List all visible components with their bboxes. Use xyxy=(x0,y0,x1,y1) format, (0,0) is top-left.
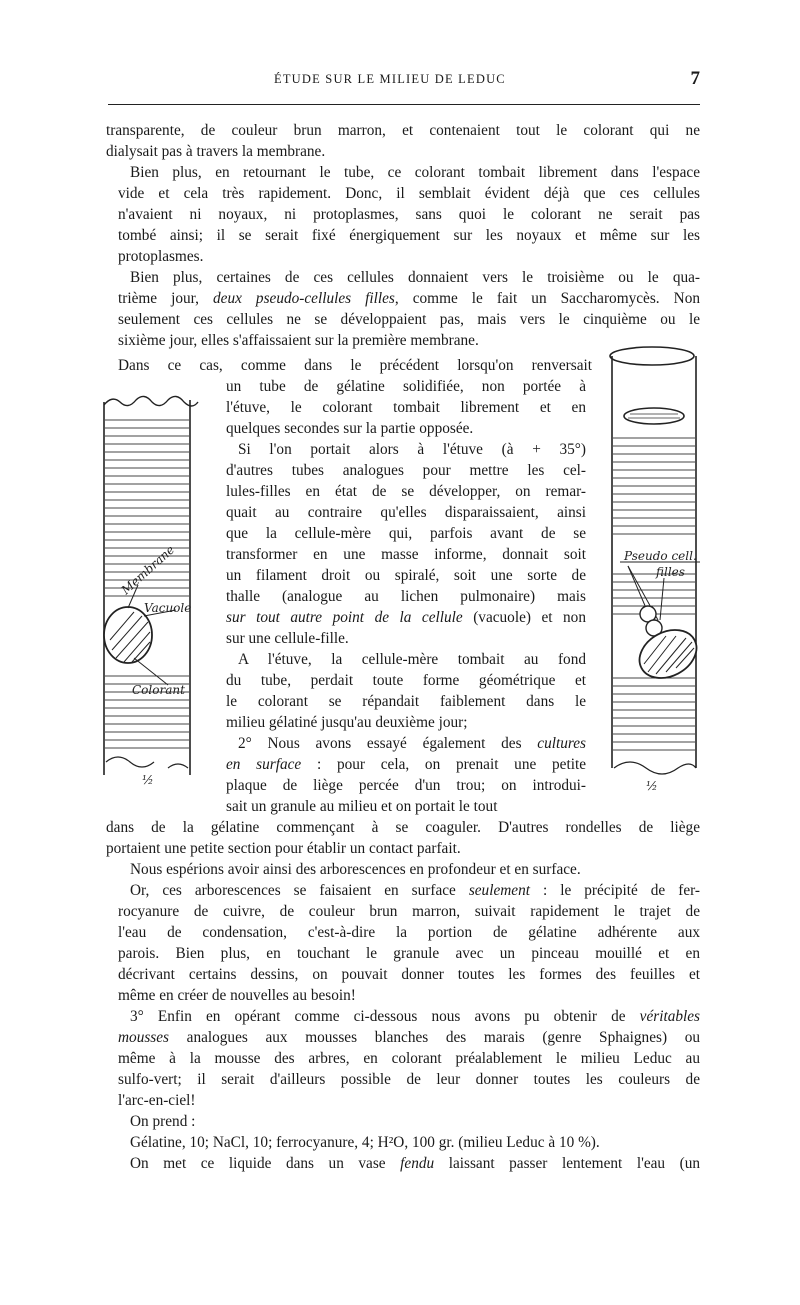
side-paragraph-first-line xyxy=(106,355,592,376)
text-line: l'eau de condensation, c'est-à-dire la portion de gélatine adhérente aux xyxy=(118,924,700,941)
italic-run: seulement xyxy=(468,882,530,899)
text-line: quait au contraire qu'elles disparaissaient, ainsi xyxy=(226,504,586,521)
text-line xyxy=(106,880,700,901)
text-run: trième jour, xyxy=(118,290,214,307)
text-line: d'autres tubes analogues pour mettre les cel- xyxy=(226,462,586,479)
paragraph xyxy=(106,1111,700,1132)
text-line: même à la mousse des arbres, en colorant préalablement le milieu Leduc au xyxy=(118,1050,700,1067)
text-line: sait un granule au milieu et on portait le tout xyxy=(226,798,498,815)
text-line: décrivant certains dessins, on pouvait donner toutes les formes des feuilles et xyxy=(118,966,700,983)
italic-run: mousses xyxy=(118,1029,169,1046)
text-line: vide et cela très rapidement. Donc, il semblait évident déjà que ces cellules xyxy=(118,185,700,202)
label-vacuole: Vacuole xyxy=(144,601,192,615)
top-text-block xyxy=(106,120,700,351)
text-run: Or, ces arborescences se faisaient en surface xyxy=(130,882,469,899)
text-run: , comme le fait un Saccharomycès. Non xyxy=(394,290,700,307)
text-line: un filament droit ou spiralé, soit une sorte de xyxy=(226,567,586,584)
text-run: 3° Enfin en opérant comme ci-dessous nous avons pu obtenir de xyxy=(130,1008,640,1025)
text-line: même en créer de nouvelles au besoin! xyxy=(118,987,356,1004)
text-line xyxy=(106,1027,700,1048)
italic-run: véritables xyxy=(639,1008,700,1025)
italic-run: sur tout autre point de la cellule xyxy=(226,609,463,626)
narrow-text-block xyxy=(226,376,586,817)
italic-run: en surface xyxy=(226,756,302,773)
text-line: portaient une petite section pour établir un contact parfait. xyxy=(106,840,461,857)
text-run: : le précipité de fer- xyxy=(529,882,700,899)
text-line: du tube, perdait toute forme géométrique et xyxy=(226,672,586,689)
text-line: seulement ces cellules ne se développaient pas, mais vers le cinquième ou le xyxy=(118,311,700,328)
header-rule xyxy=(108,104,700,105)
tube-left-drawing xyxy=(98,380,210,800)
paragraph xyxy=(106,1153,700,1174)
text-line: sur une cellule-fille. xyxy=(226,630,349,647)
text-run: 2° Nous avons essayé également des xyxy=(238,735,538,752)
text-line: le colorant se répandait faiblement dans le xyxy=(226,693,586,710)
label-filles: filles xyxy=(656,565,685,579)
text-line: l'arc-en-ciel! xyxy=(118,1092,196,1109)
text-run: analogues aux mousses blanches des marais (genre Sphaignes) ou xyxy=(169,1029,700,1046)
page-number: 7 xyxy=(690,68,700,89)
bottom-text-block xyxy=(106,817,700,1174)
mother-cell xyxy=(631,620,705,687)
text-run: (vacuole) et non xyxy=(462,609,586,626)
text-line xyxy=(226,754,586,775)
text-line: Bien plus, certaines de ces cellules donnaient vers le troisième ou le qua- xyxy=(130,269,700,286)
text-run: : pour cela, on prenait une petite xyxy=(301,756,586,773)
text-line: Dans ce cas, comme dans le précédent lorsqu'on renversait xyxy=(118,357,592,374)
page-header xyxy=(106,68,700,96)
label-membrane: Membrane xyxy=(118,542,178,598)
running-head: ÉTUDE SUR LE MILIEU DE LEDUC xyxy=(274,72,506,86)
text-line: transformer en une masse informe, donnait soit xyxy=(226,546,586,563)
text-line: n'avaient ni noyaux, ni protoplasmes, sans quoi le colorant ne serait pas xyxy=(118,206,700,223)
paragraph xyxy=(106,859,700,880)
text-line: parois. Bien plus, en touchant le granule avec un pinceau mouillé et en xyxy=(118,945,700,962)
text-line: rocyanure de cuivre, de couleur brun marron, suivait rapidement le trajet de xyxy=(118,903,700,920)
text-line: l'étuve, le colorant tombait librement et en xyxy=(226,399,586,416)
text-line: quelques secondes sur la partie opposée. xyxy=(226,420,474,437)
text-line: lules-filles en état de se développer, on remar- xyxy=(226,483,586,500)
text-line: milieu gélatiné jusqu'au deuxième jour; xyxy=(226,714,468,731)
text-line xyxy=(106,288,700,309)
italic-run: deux pseudo-cellules filles xyxy=(213,290,395,307)
text-line: sixième jour, elles s'affaissaient sur la première membrane. xyxy=(118,332,479,349)
text-line xyxy=(226,733,586,754)
figure-tube-left xyxy=(98,380,210,800)
tube-right-drawing xyxy=(604,338,708,798)
text-line: dans de la gélatine commençant à se coaguler. D'autres rondelles de liège xyxy=(106,819,700,836)
text-line: un tube de gélatine solidifiée, non portée à xyxy=(226,378,586,395)
text-line: Gélatine, 10; NaCl, 10; ferrocyanure, 4; H²O, 100 gr. (milieu Leduc à 10 %). xyxy=(130,1134,600,1151)
text-line: plaque de liège percée d'un trou; on introdui- xyxy=(226,777,586,794)
paragraph xyxy=(106,1006,700,1111)
text-line: Si l'on portait alors à l'étuve (à + 35°) xyxy=(238,441,586,458)
paragraph xyxy=(106,120,700,162)
text-line: Bien plus, en retournant le tube, ce colorant tombait librement dans l'espace xyxy=(130,164,700,181)
text-line: thalle (analogue au lichen pulmonaire) mais xyxy=(226,588,586,605)
italic-run: cultures xyxy=(537,735,586,752)
label-half: ½ xyxy=(142,773,154,787)
text-line: dialysait pas à travers la membrane. xyxy=(106,143,326,160)
text-line: sulfo-vert; il serait d'ailleurs possible de leur donner toutes les couleurs de xyxy=(118,1071,700,1088)
paragraph xyxy=(106,880,700,1006)
text-line: A l'étuve, la cellule-mère tombait au fond xyxy=(238,651,586,668)
italic-run: fendu xyxy=(400,1155,435,1172)
label-pseudo-cell: Pseudo cell. xyxy=(624,549,697,563)
text-line xyxy=(106,1153,700,1174)
label-colorant: Colorant xyxy=(132,683,185,697)
text-line: tombé ainsi; il se serait fixé énergiquement sur les noyaux et même sur les xyxy=(118,227,700,244)
text-line: On prend : xyxy=(130,1113,196,1130)
text-line: protoplasmes. xyxy=(118,248,204,265)
text-line: que la cellule-mère qui, parfois avant de se xyxy=(226,525,586,542)
label-half: ½ xyxy=(646,779,658,793)
text-run: laissant passer lentement l'eau (un xyxy=(434,1155,701,1172)
text-line xyxy=(106,1006,700,1027)
paragraph xyxy=(106,817,700,859)
text-run: On met ce liquide dans un vase xyxy=(130,1155,401,1172)
text-line xyxy=(226,607,586,628)
text-line: transparente, de couleur brun marron, et contenaient tout le colorant qui ne xyxy=(106,122,700,139)
figure-tube-right xyxy=(604,338,708,798)
paragraph xyxy=(106,162,700,267)
paragraph xyxy=(106,1132,700,1153)
text-line: Nous espérions avoir ainsi des arborescences en profondeur et en surface. xyxy=(130,861,581,878)
